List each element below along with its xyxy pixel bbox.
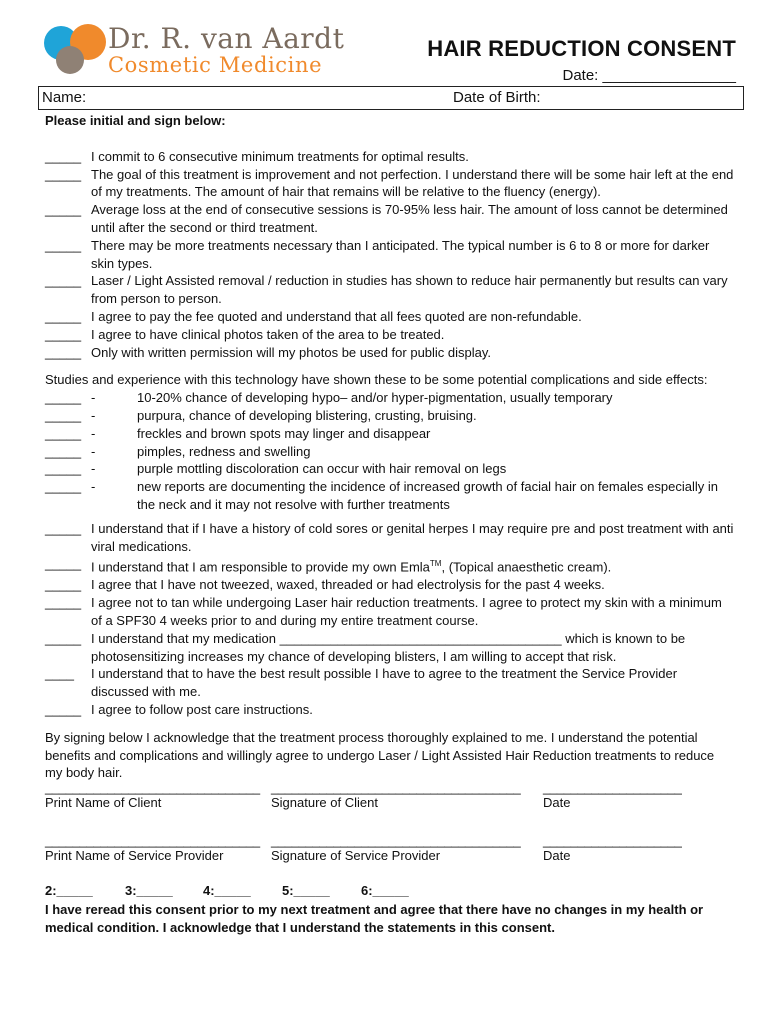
reread-statement: I have reread this consent prior to my next treatment and agree that there have no changes in my health or medical condition. I acknowledge that I understand the statements in this consent.	[45, 902, 704, 935]
list-item: _____ I agree to follow post care instructions.	[45, 702, 313, 718]
brand-subtitle: Cosmetic Medicine	[108, 53, 323, 77]
initial-blank[interactable]: _____	[45, 425, 82, 441]
list-item: _____ - new reports are documenting the incidence of increased growth of facial hair on females especially in the neck and it may not resolve with further treatments	[45, 479, 718, 512]
print-provider-block	[45, 833, 260, 863]
initial-blank[interactable]: _____	[45, 202, 82, 218]
session-5[interactable]: 5:_____	[282, 883, 330, 898]
list-item: _____ I agree not to tan while undergoing Laser hair reduction treatments. I agree to protect my skin with a minimum of a SPF30 4 weeks prior to and during my entire treatment course.	[45, 595, 722, 629]
list-item: _____ Only with written permission will my photos be used for public display.	[45, 344, 492, 360]
name-field[interactable]: Name:	[42, 89, 87, 106]
list-item: _____ - purple mottling discoloration can occur with hair removal on legs	[45, 461, 507, 477]
list-item: _____ I understand that if I have a history of cold sores or genital herpes I may require pre and post treatment with anti viral medications.	[45, 520, 734, 554]
initial-blank[interactable]: _____	[45, 556, 82, 572]
date-client-label: Date	[543, 795, 571, 810]
brand-name: Dr. R. van Aardt	[108, 22, 345, 55]
initial-blank[interactable]: _____	[45, 595, 82, 611]
list-item: _____ Average loss at the end of consecutive sessions is 70-95% less hair. The amount of loss cannot be determined until after the second or third treatment.	[45, 202, 728, 235]
instructions: Please initial and sign below:	[45, 113, 226, 128]
session-2[interactable]: 2:_____	[45, 883, 93, 898]
initial-blank[interactable]: ____	[45, 666, 74, 682]
session-4[interactable]: 4:_____	[203, 883, 251, 898]
list-item: _____ Laser / Light Assisted removal / reduction in studies has shown to reduce hair permanently but results can vary from person to person.	[45, 273, 728, 307]
initial-blank[interactable]: _____	[45, 273, 82, 289]
list-item: _____ I agree to have clinical photos taken of the area to be treated.	[45, 326, 445, 342]
sig-client-block	[271, 780, 520, 810]
session-3[interactable]: 3:_____	[125, 883, 173, 898]
date-client-block	[543, 780, 682, 810]
initial-blank[interactable]: _____	[45, 630, 82, 646]
dob-field[interactable]: Date of Birth:	[453, 89, 541, 106]
list-item: _____ I understand that I am responsible to provide my own Emla™, (Topical anaesthetic cream).	[45, 556, 612, 575]
session-6[interactable]: 6:_____	[361, 883, 409, 898]
initial-blank[interactable]: _____	[45, 702, 82, 718]
initial-blank[interactable]: _____	[45, 577, 82, 593]
complications-intro: Studies and experience with this technology have shown these to be some potential complications and side effects:	[45, 372, 708, 388]
initial-blank[interactable]: _____	[45, 407, 82, 423]
initial-blank[interactable]: _____	[45, 461, 82, 477]
brand-text	[108, 24, 344, 76]
initial-blank[interactable]: _____	[45, 344, 82, 360]
closing-statement: By signing below I acknowledge that the treatment process thoroughly explained to me. I understand the potential benefits and complications and willingly agree to undergo Laser / Light Assisted Hair Reduction treatments to reduce my body hair.	[45, 729, 715, 781]
list-item: _____ The goal of this treatment is improvement and not perfection. I understand there will be some hair left at the end of my treatments. The amount of hair that remains will be relative to the fluency (energy).	[45, 166, 734, 200]
initial-blank[interactable]: _____	[45, 237, 82, 253]
print-provider-line[interactable]: _______________________________	[45, 833, 260, 848]
list-item: _____ I agree to pay the fee quoted and understand that all fees quoted are non-refundable.	[45, 308, 582, 324]
page-title: HAIR REDUCTION CONSENT	[427, 36, 736, 61]
list-item: _____ There may be more treatments necessary than I anticipated. The typical number is 6 to 8 or more for darker skin types.	[45, 237, 710, 271]
clinic-logo	[44, 24, 354, 76]
list-item: _____ I understand that my medication _______________________________________ which is known to be photosensitizing increases my chance of developing blisters, I am willing to accept that risk.	[45, 630, 686, 664]
medication-field[interactable]: _______________________________________	[279, 630, 562, 646]
sig-provider-line[interactable]: ____________________________________	[271, 833, 521, 848]
print-client-block	[45, 780, 260, 810]
sig-provider-label: Signature of Service Provider	[271, 848, 441, 863]
list-item: _____ I agree that I have not tweezed, waxed, threaded or had electrolysis for the past 4 weeks.	[45, 577, 605, 593]
consent-body	[45, 112, 735, 782]
initial-blank[interactable]: _____	[45, 148, 82, 164]
logo-circles-icon	[44, 24, 108, 76]
initial-blank[interactable]: _____	[45, 443, 82, 459]
name-dob-box	[38, 86, 744, 110]
sig-client-label: Signature of Client	[271, 795, 378, 810]
initial-blank[interactable]: _____	[45, 166, 82, 182]
print-client-line[interactable]: _______________________________	[45, 780, 260, 795]
sig-client-line[interactable]: ____________________________________	[271, 780, 521, 795]
initial-blank[interactable]: _____	[45, 520, 82, 536]
date-client-line[interactable]: ____________________	[543, 780, 682, 795]
initial-blank[interactable]: _____	[45, 390, 82, 406]
print-provider-label: Print Name of Service Provider	[45, 848, 224, 863]
list-item: _____ - freckles and brown spots may linger and disappear	[45, 425, 431, 441]
initial-blank[interactable]: _____	[45, 479, 82, 495]
sig-provider-block	[271, 833, 520, 863]
date-field[interactable]: Date: ________________	[562, 67, 736, 84]
initial-blank[interactable]: _____	[45, 326, 82, 342]
list-item: ____ I understand that to have the best result possible I have to agree to the treatment the Service Provider discussed with me.	[45, 666, 678, 700]
list-item: _____ - pimples, redness and swelling	[45, 443, 311, 459]
date-provider-label: Date	[543, 848, 571, 863]
initial-blank[interactable]: _____	[45, 308, 82, 324]
date-provider-block	[543, 833, 682, 863]
print-client-label: Print Name of Client	[45, 795, 162, 810]
list-item: _____ - 10-20% chance of developing hypo– and/or hyper-pigmentation, usually temporary	[45, 390, 613, 406]
list-item: _____ - purpura, chance of developing blistering, crusting, bruising.	[45, 407, 477, 423]
date-provider-line[interactable]: ____________________	[543, 833, 682, 848]
list-item: _____ I commit to 6 consecutive minimum treatments for optimal results.	[45, 148, 469, 164]
